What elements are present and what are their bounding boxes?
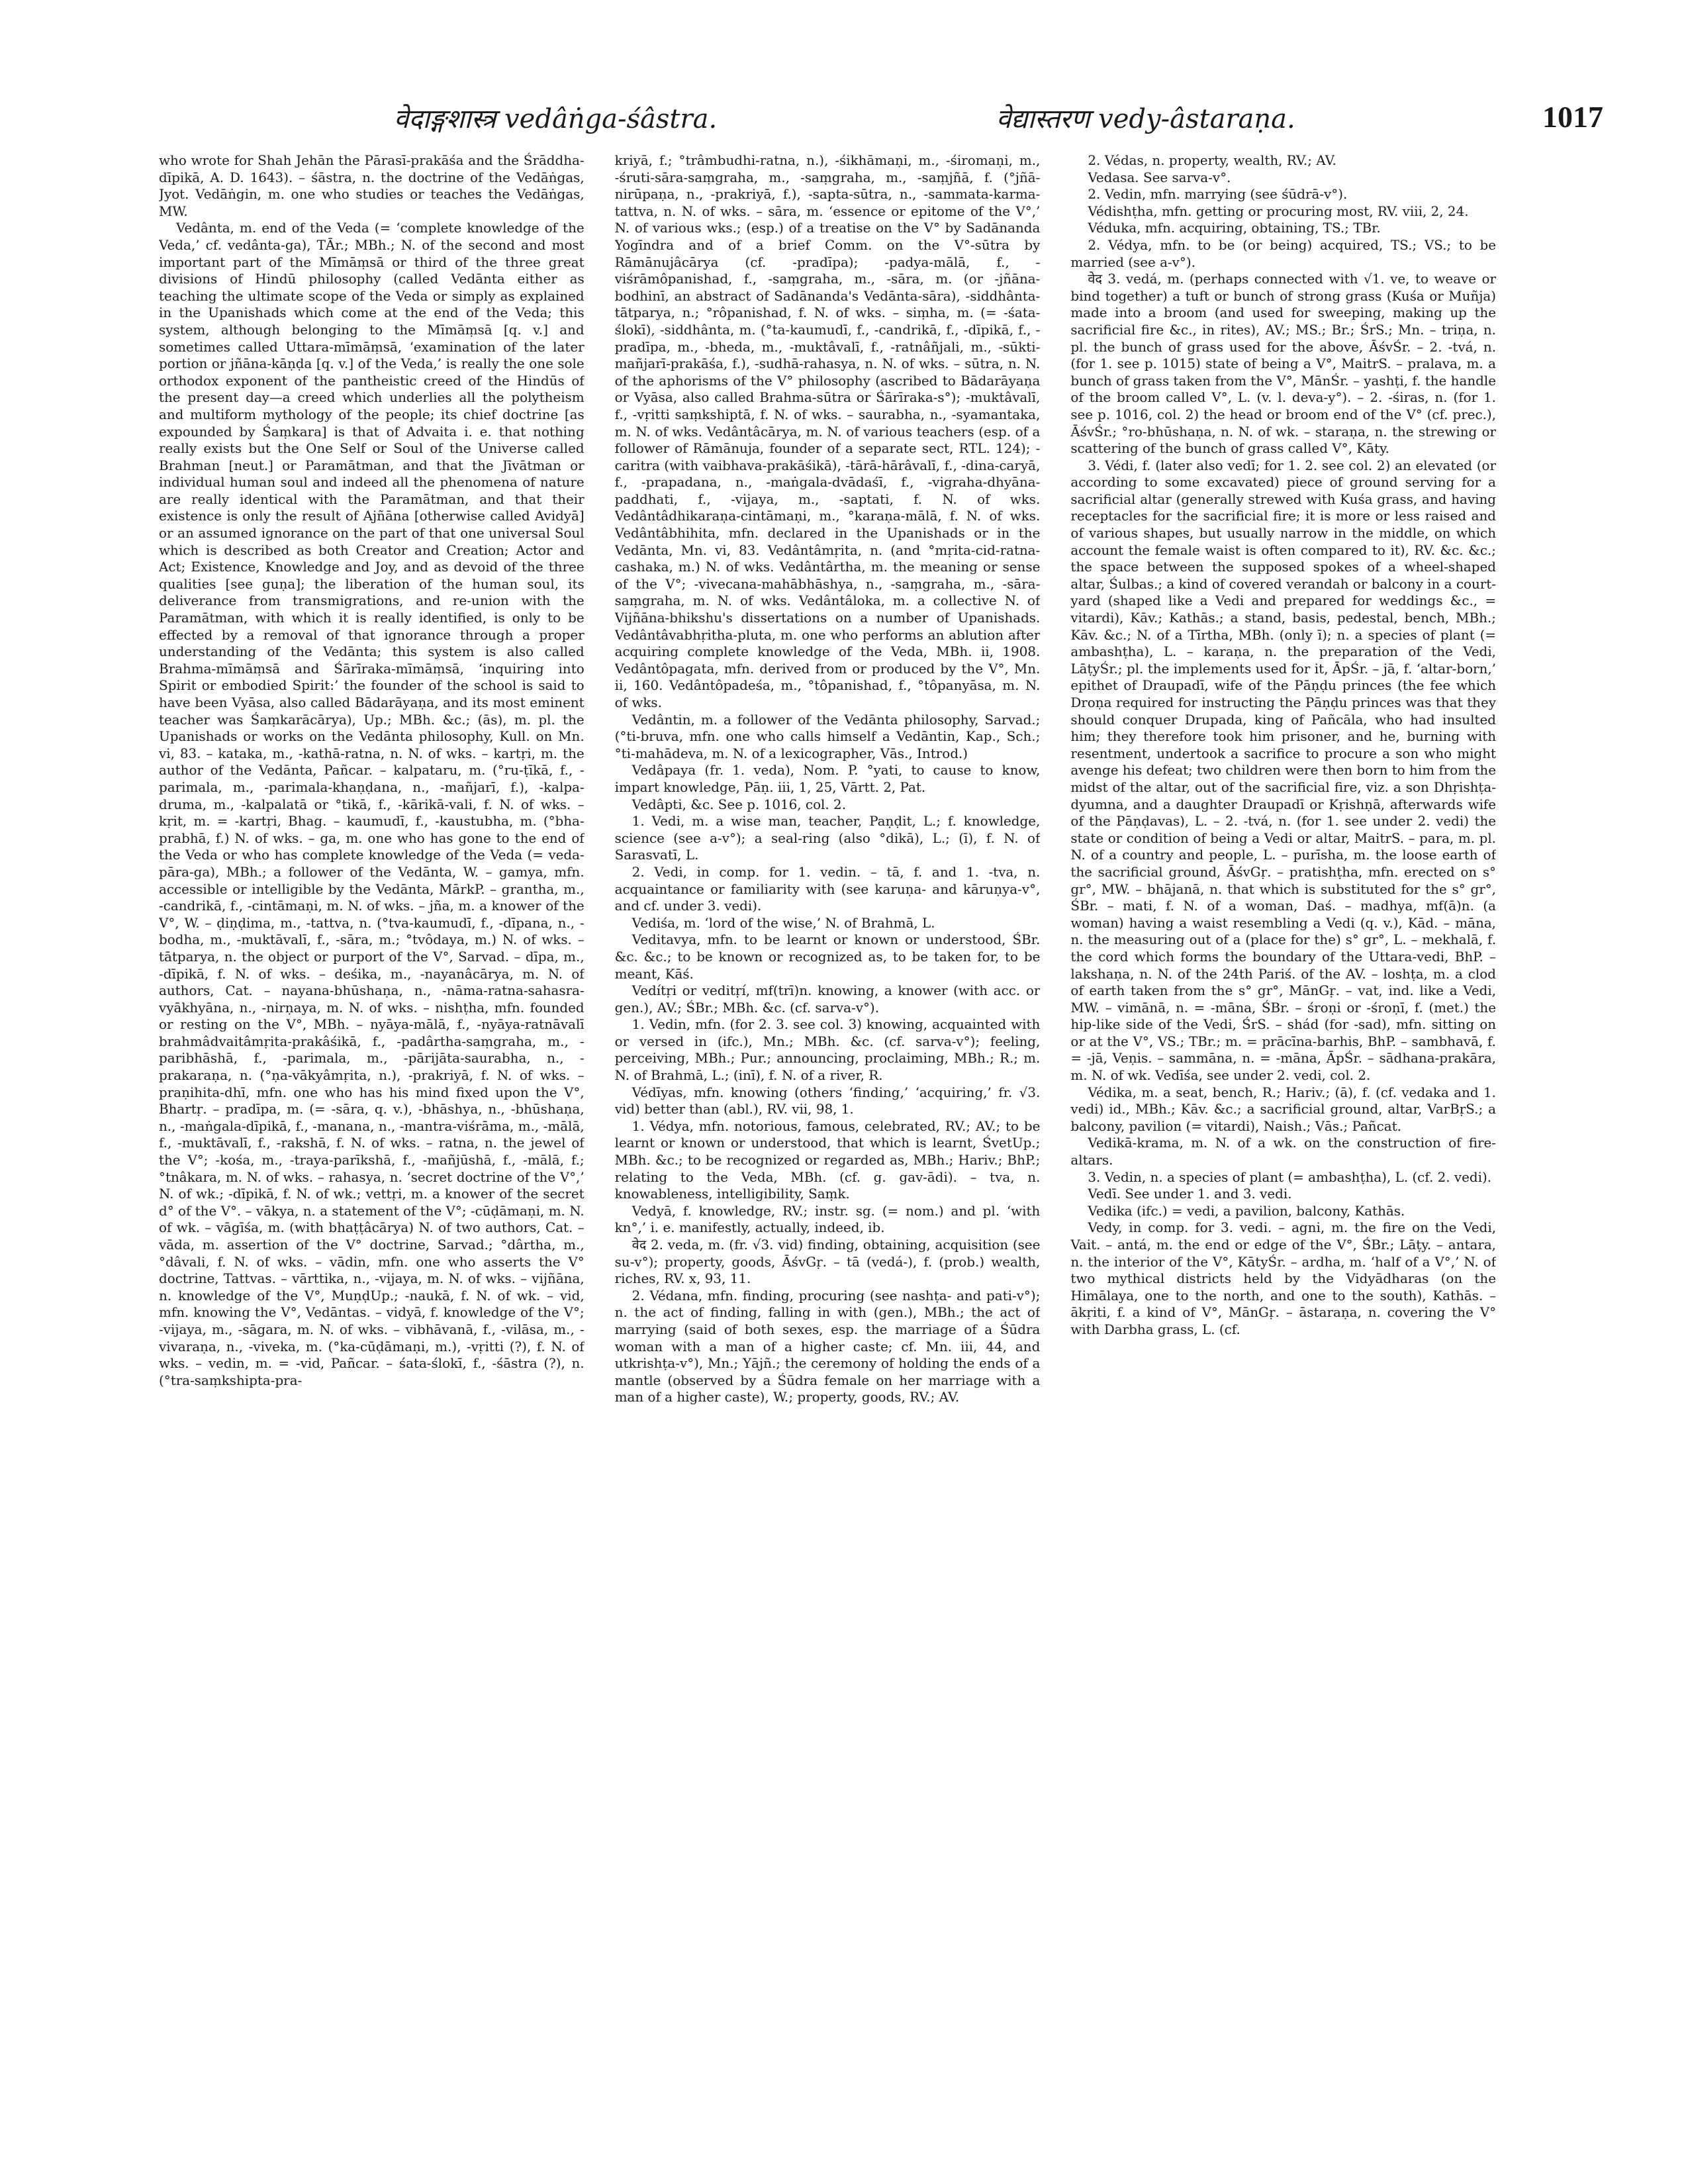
dictionary-entry: Vedika (ifc.) = vedi, a pavilion, balcony, Kathās.: [1088, 1203, 1405, 1219]
dictionary-entry: वेद 2. veda, m. (fr. √3. vid) finding, obtaining, acquisition (see su-v°); property, goods, ĀśvGṛ. – tā (vedá-), f. (prob.) wealth, riches, RV. x, 93, 11.: [614, 1237, 1041, 1287]
dictionary-entry: who wrote for Shah Jehān the Pārasī-prakāśa and the Śrāddha-dīpikā, A. D. 1643). – śāstra, n. the doctrine of the Vedāṅgas, Jyot. Vedāṅgin, m. one who studies or teaches the Vedāṅgas, MW.: [159, 153, 585, 219]
dictionary-entry: Vedī. See under 1. and 3. vedi.: [1088, 1186, 1292, 1202]
dictionary-entry: वेद 3. vedá, m. (perhaps connected with √1. ve, to weave or bind together) a tuft or bunch of strong grass (Kuśa or Muñja) made into a broom (and used for sweeping, making up the sacrificial fire &c., in rites), AV.; MS.; Br.; ŚrS.; Mn. – triṇa, n. pl. the bunch of grass used for the above, ĀśvŚr. – 2. -tvá, n. (for 1. see p. 1015) state of being a V°, MaitrS. – pralava, m. a bunch of grass taken from the V°, MānŚr. – yashṭi, f. the handle of the broom called V°, L. (v. l. deva-y°). – 2. -śiras, n. (for 1. see p. 1016, col. 2) the head or broom end of the V° (cf. prec.), ĀśvŚr.; °ro-bhūshaṇa, n. N. of wk. – staraṇa, n. the strewing or scattering of the bunch of grass called V°, Kāty.: [1070, 271, 1497, 457]
dictionary-entry: 2. Vedin, mfn. marrying (see śūdrā-v°).: [1088, 187, 1348, 203]
text-columns: [159, 152, 1496, 2132]
page-number: 1017: [1542, 100, 1603, 134]
dictionary-entry: Vedasa. See sarva-v°.: [1088, 169, 1231, 185]
dictionary-entry: 3. Védi, f. (later also vedī; for 1. 2. see col. 2) an elevated (or according to some excavated) piece of ground serving for a sacrificial altar (generally strewed with Kuśa grass, and having receptacles for the sacrificial fire; it is more or less raised and of various shapes, but usually narrow in the middle, on which account the female waist is often compared to it), RV. &c. &c.; the space between the supposed spokes of a wheel-shaped altar, Śulbas.; a kind of covered verandah or balcony in a court-yard (shaped like a Vedi and prepared for weddings &c., = vitardi), Kāv.; Kathās.; a stand, basis, pedestal, bench, MBh.; Kāv. &c.; N. of a Tīrtha, MBh. (only ī); n. a species of plant (= ambashṭha), L. – karaṇa, n. the preparation of the Vedi, LāṭyŚr.; pl. the implements used for it, ĀpŚr. – jā, f. ‘altar-born,’ epithet of Draupadī, wife of the Pāṇḍu princes (the fee which Droṇa required for instructing the Pāṇḍu princes was that they should conquer Drupada, king of Pañcāla, who had insulted him; they therefore took him prisoner, and he, burning with resentment, undertook a sacrifice to procure a son who might avenge his defeat; two children were then born to him from the midst of the altar, out of the sacrificial fire, viz. a son Dhṛishṭa-dyumna, and a daughter Draupadī or Kṛishṇā, afterwards wife of the Pāṇḍavas), L. – 2. -tvá, n. (for 1. see under 2. vedi) the state or condition of being a Vedi or altar, MaitrS. – para, m. pl. N. of a country and people, L. – purīsha, m. the loose earth of the sacrificial ground, ĀśvGṛ. – pratishṭha, mfn. erected on s° gr°, MW. – bhājanā, n. that which is substituted for the s° gr°, ŚBr. – mati, f. N. of a woman, Daś. – madhya, mf(ā)n. (a woman) having a waist resembling a Vedi (q. v.), Kād. – māna, n. the measuring out of a (place for the) s° gr°, L. – mekhalā, f. the cord which forms the boundary of the Uttara-vedi, BhP. – lakshaṇa, n. N. of the 24th Pariś. of the AV. – loshṭa, m. a clod of earth taken from the s° gr°, MānGṛ. – vat, ind. like a Vedi, MW. – vimānā, n. = -māna, ŚBr. – śroṇi or -śroṇī, f. (met.) the hip-like side of the Vedi, ŚrS. – shád (for -sad), mfn. sitting on or at the V°, VS.; TBr.; m. = prācīna-barhis, BhP. – sambhavā, f. = -jā, Veṇis. – sammāna, n. = -māna, ĀpŚr. – sādhana-prakāra, m. N. of wk. Vedīśa, see under 2. vedi, col. 2.: [1070, 457, 1497, 1084]
dictionary-entry: Vedyā, f. knowledge, RV.; instr. sg. (= nom.) and pl. ‘with kn°,’ i. e. manifestly, actually, indeed, ib.: [614, 1203, 1041, 1236]
dictionary-entry: Vedânta, m. end of the Veda (= ‘complete knowledge of the Veda,’ cf. vedânta-ga), TĀr.; MBh.; N. of the second and most important part of the Mīmāṃsā or third of the three great divisions of Hindū philosophy (called Vedānta either as teaching the ultimate scope of the Veda or simply as explained in the Upanishads which come at the end of the Veda; this system, although belonging to the Mīmāṃsā [q. v.] and sometimes called Uttara-mīmāṃsā, ‘examination of the later portion or jñāna-kāṇḍa [q. v.] of the Veda,’ is really the one sole orthodox exponent of the pantheistic creed of the Hindūs of the present day—a creed which underlies all the polytheism and multiform mythology of the people; its chief doctrine [as expounded by Śaṃkara] is that of Advaita i. e. that nothing really exists but the One Self or Soul of the Universe called Brahman [neut.] or Paramātman, and that the Jīvātman or individual human soul and indeed all the phenomena of nature are really identical with the Paramātman, and that their existence is only the result of Ajñāna [otherwise called Avidyā] or an assumed ignorance on the part of that one universal Soul which is described as both Creator and Creation; Actor and Act; Existence, Knowledge and Joy, and as devoid of the three qualities [see guṇa]; the liberation of the human soul, its deliverance from transmigrations, and re-union with the Paramātman, with which it is really identified, is only to be effected by a removal of that ignorance through a proper understanding of the Vedānta; this system is also called Brahma-mīmāṃsā and Śārīraka-mīmāṃsā, ‘inquiring into Spirit or embodied Spirit:’ the founder of the school is said to have been Vyāsa, also called Bādarāyaṇa, and its most eminent teacher was Śaṃkarācārya), Up.; MBh. &c.; (ās), m. pl. the Upanishads or works on the Vedānta philosophy, Kull. on Mn. vi, 83. – kataka, m., -kathā-ratna, n. N. of wks. – kartṛi, m. the author of the Vedānta, Pañcar. – kalpataru, m. (°ru-ṭīkā, f., -parimala, m., -parimala-khaṇḍana, n., -mañjarī, f.), -kalpa-druma, m., -kalpalatā or °tikā, f., -kārikā-vali, f. N. of wks. – kṛit, m. = -kartṛi, Bhag. – kaumudī, f., -kaustubha, m. (°bha-prabhā, f.) N. of wks. – ga, m. one who has gone to the end of the Veda or who has complete knowledge of the Veda (= veda-pāra-ga), MBh.; a follower of the Vedānta, W. – gamya, mfn. accessible or intelligible by the Vedānta, MārkP. – grantha, m., -candrikā, f., -cintāmaṇi, m. N. of wks. – jña, m. a knower of the V°, W. – ḍiṇḍima, m., -tattva, n. (°tva-kaumudī, f., -dīpana, n., -bodha, m., -muktāvalī, f., -sāra, m.; °tvôdaya, m.) N. of wks. – tātparya, n. the object or purport of the V°, Sarvad. – dīpa, m., -dīpikā, f. N. of wks. – deśika, m., -nayanâcārya, m. N. of authors, Cat. – nayana-bhūshaṇa, n., -nāma-ratna-sahasra-vyākhyāna, n., -nirṇaya, m. N. of wks. – nishṭha, mfn. founded or resting on the V°, MBh. – nyāya-mālā, f., -nyāya-ratnāvalī brahmâdvaitâmṛita-prakâśikā, f., -padârtha-saṃgraha, m., -paribhāshā, f., -parimala, m., -pārijāta-saurabha, n., -prakaraṇa, n. (°ṇa-vākyâmṛita, n.), -prakriyā, f. N. of wks. – praṇihita-dhī, mfn. one who has his mind fixed upon the V°, Bhartṛ. – pradīpa, m. (= -sāra, q. v.), -bhāshya, n., -bhūshaṇa, n., -maṅgala-dīpikā, f., -manana, n., -mantra-viśrāma, m., -mālā, f., -muktāvalī, f., -rakshā, f. N. of wks. – ratna, n. the jewel of the V°; -kośa, m., -traya-parīkshā, f., -mañjūshā, f., -mālā, f.; °tnâkara, m. N. of wks. – rahasya, n. ‘secret doctrine of the V°,’ N. of wk.; -dīpikā, f. N. of wk.; vettṛi, m. a knower of the secret d° of the V°. – vākya, n. a statement of the V°; -cūḍāmaṇi, m. N. of wk. – vāgīśa, m. (with bhaṭṭâcārya) N. of two authors, Cat. – vāda, m. assertion of the V° doctrine, Sarvad.; °dârtha, m., °dâvali, f. N. of wks. – vādin, mfn. one who asserts the V° doctrine, Tattvas. – vārttika, n., -vijaya, m. N. of wks. – vijñāna, n. knowledge of the V°, MuṇḍUp.; -naukā, f. N. of wk. – vid, mfn. knowing the V°, Vedāntas. – vidyā, f. knowledge of the V°; -vijaya, m., -sāgara, m. N. of wks. – vibhāvanā, f., -vilāsa, m., -vivaraṇa, n., -viveka, m. (°ka-cūḍāmaṇi, m.), -vṛitti (?), f. N. of wks. – vedin, m. = -vid, Pañcar. – śata-ślokī, f., -śāstra (?), n. (°tra-saṃkshipta-pra-: [159, 220, 585, 1388]
dictionary-entry: 1. Védya, mfn. notorious, famous, celebrated, RV.; AV.; to be learnt or known or understood, that which is learnt, ŚvetUp.; MBh. &c.; to be recognized or regarded as, MBh.; Hariv.; BhP.; relating to the Veda, MBh. (cf. g. gav-ādi). – tva, n. knowableness, intelligibility, Saṃk.: [614, 1118, 1041, 1202]
column-1: [159, 152, 585, 2132]
dictionary-entry: 2. Védya, mfn. to be (or being) acquired, TS.; VS.; to be married (see a-v°).: [1070, 237, 1497, 270]
dictionary-entry: Veditavya, mfn. to be learnt or known or understood, ŚBr. &c. &c.; to be known or recognized as, to be taken for, to be meant, Kāś.: [614, 932, 1041, 982]
dictionary-entry: Vedâpti, &c. See p. 1016, col. 2.: [632, 796, 847, 812]
dictionary-entry: Vedítṛi or veditṛí, mf(trī)n. knowing, a knower (with acc. or gen.), AV.; ŚBr.; MBh. &c. (cf. sarva-v°).: [614, 983, 1041, 1016]
column-2: [615, 152, 1041, 2132]
dictionary-entry: Vediśa, m. ‘lord of the wise,’ N. of Brahmā, L.: [632, 915, 935, 931]
dictionary-entry: Véduka, mfn. acquiring, obtaining, TS.; TBr.: [1088, 220, 1381, 236]
dictionary-entry: Védishṭha, mfn. getting or procuring most, RV. viii, 2, 24.: [1088, 203, 1469, 219]
dictionary-entry: Vedy, in comp. for 3. vedi. – agni, m. the fire on the Vedi, Vait. – antá, m. the end or edge of the V°, ŚBr.; Lāṭy. – antara, n. the interior of the V°, KātyŚr. – ardha, m. ‘half of a V°,’ N. of two mythical districts held by the Vidyādharas (on the Himālaya, one to the north, and one to the south), Kathās. – ākṛiti, f. a kind of V°, MānGṛ. – āstaraṇa, n. covering the V° with Darbha grass, L. (cf.: [1070, 1220, 1497, 1337]
dictionary-entry: 1. Vedi, m. a wise man, teacher, Paṇḍit, L.; f. knowledge, science (see a-v°); a seal-ring (also °dikā), L.; (ī), f. N. of Sarasvatī, L.: [614, 814, 1041, 863]
dictionary-entry: 2. Védana, mfn. finding, procuring (see nashṭa- and pati-v°); n. the act of finding, falling in with (gen.), MBh.; the act of marrying (said of both sexes, esp. the marriage of a Śūdra woman with a man of a higher caste; cf. Mn. iii, 44, and utkrishṭa-v°), Mn.; Yājñ.; the ceremony of holding the ends of a mantle (observed by a Śūdra female on her marriage with a man of a higher caste), W.; property, goods, RV.; AV.: [614, 1288, 1041, 1405]
middle-running-headword: वेद्यास्तरण vedy-âstaraṇa.: [996, 104, 1295, 134]
left-running-headword: वेदाङ्गशास्त्र vedâṅga-śâstra.: [394, 104, 718, 134]
dictionary-entry: kriyā, f.; °trâmbudhi-ratna, n.), -śikhāmaṇi, m., -śiromaṇi, m., -śruti-sāra-saṃgraha, m., -saṃgraha, m., -saṃjñā, f. (°jñā-nirūpaṇa, n., -prakriyā, f.), -sapta-sūtra, n., -sammata-karma-tattva, n. N. of wks. – sāra, m. ‘essence or epitome of the V°,’ N. of various wks.; (esp.) of a treatise on the V° by Sadānanda Yogīndra and of a brief Comm. on the V°-sūtra by Rāmānujâcārya (cf. -pradīpa); -padya-mālā, f., -viśrāmôpanishad, f., -saṃgraha, m., -sāra, m. (or -jñāna-bodhinī, an abstract of Sadānanda's Vedānta-sāra), -siddhânta-tātparya, n.; °rôpanishad, f. N. of wks. – siṃha, m. (= -śata-ślokī), -siddhânta, m. (°ta-kaumudī, f., -candrikā, f., -dīpikā, f., -pradīpa, m., -bheda, m., -muktâvalī, f., -ratnâñjali, m., -sūkti-mañjarī-prakāśa, f.), -sudhā-rahasya, n. N. of wks. – sūtra, n. N. of the aphorisms of the V° philosophy (ascribed to Bādarāyaṇa or Vyāsa, also called Brahma-sūtra or Śārīraka-s°); -muktâvalī, f., -vṛitti saṃkshiptā, f. N. of wks. – saurabha, n., -syamantaka, m. N. of wks. Vedântâcārya, m. N. of various teachers (esp. of a follower of Rāmānuja, founder of a separate sect, RTL. 124); -caritra (with vaibhava-prakāśikā), -tārā-hārâvalī, f., -dina-caryā, f., -prapadana, n., -maṅgala-dvādaśī, f., -vigraha-dhyāna-paddhati, f., -vijaya, m., -saptati, f. N. of wks. Vedântâdhikaraṇa-cintāmaṇi, m., °karaṇa-mālā, f. N. of wks. Vedântâbhihita, mfn. declared in the Upanishads or in the Vedānta, Mn. vi, 83. Vedântâmṛita, n. (and °mṛita-cid-ratna-cashaka, m.) N. of wks. Vedântârtha, m. the meaning or sense of the V°; -vivecana-mahābhāshya, n., -saṃgraha, m., -sāra-saṃgraha, m. N. of wks. Vedântâloka, m. a collective N. of Vijñāna-bhikshu's dissertations on a number of Upanishads. Vedântâvabhṛitha-pluta, m. one who performs an ablution after acquiring complete knowledge of the Veda, MBh. ii, 1908. Vedântôpagata, mfn. derived from or produced by the V°, Mn. ii, 160. Vedântôpadeśa, m., °tôpanishad, f., °tôpanyāsa, m. N. of wks.: [614, 153, 1041, 710]
dictionary-entry: Vedâpaya (fr. 1. veda), Nom. P. °yati, to cause to know, impart knowledge, Pāṇ. iii, 1, 25, Vārtt. 2, Pat.: [614, 763, 1041, 795]
page-header: [139, 99, 1603, 146]
dictionary-entry: Védīyas, mfn. knowing (others ‘finding,’ ‘acquiring,’ fr. √3. vid) better than (abl.), RV. vii, 98, 1.: [614, 1084, 1041, 1117]
dictionary-entry: Védika, m. a seat, bench, R.; Hariv.; (ā), f. (cf. vedaka and 1. vedi) id., MBh.; Kāv. &c.; a sacrificial ground, altar, VarBṛS.; a balcony, pavilion (= vitardi), Naish.; Vās.; Pañcat.: [1070, 1084, 1497, 1134]
dictionary-entry: Vedântin, m. a follower of the Vedānta philosophy, Sarvad.; (°ti-bruva, mfn. one who calls himself a Vedāntin, Kap., Sch.; °ti-mahādeva, m. N. of a lexicographer, Vās., Introd.): [614, 712, 1041, 761]
dictionary-entry: 1. Vedin, mfn. (for 2. 3. see col. 3) knowing, acquainted with or versed in (ifc.), Mn.; MBh. &c. (cf. sarva-v°); feeling, perceiving, MBh.; Pur.; announcing, proclaiming, MBh.; R.; m. N. of Brahmā, L.; (inī), f. N. of a river, R.: [614, 1017, 1041, 1084]
dictionary-entry: 2. Védas, n. property, wealth, RV.; AV.: [1088, 153, 1336, 168]
dictionary-entry: Vedikā-krama, m. N. of a wk. on the construction of fire-altars.: [1070, 1135, 1497, 1168]
dictionary-entry: 3. Vedin, n. a species of plant (= ambashṭha), L. (cf. 2. vedi).: [1088, 1169, 1492, 1185]
column-3: [1070, 152, 1496, 2132]
dictionary-entry: 2. Vedi, in comp. for 1. vedin. – tā, f. and 1. -tva, n. acquaintance or familiarity with (see karuṇa- and kāruṇya-v°, and cf. under 3. vedi).: [614, 864, 1041, 914]
